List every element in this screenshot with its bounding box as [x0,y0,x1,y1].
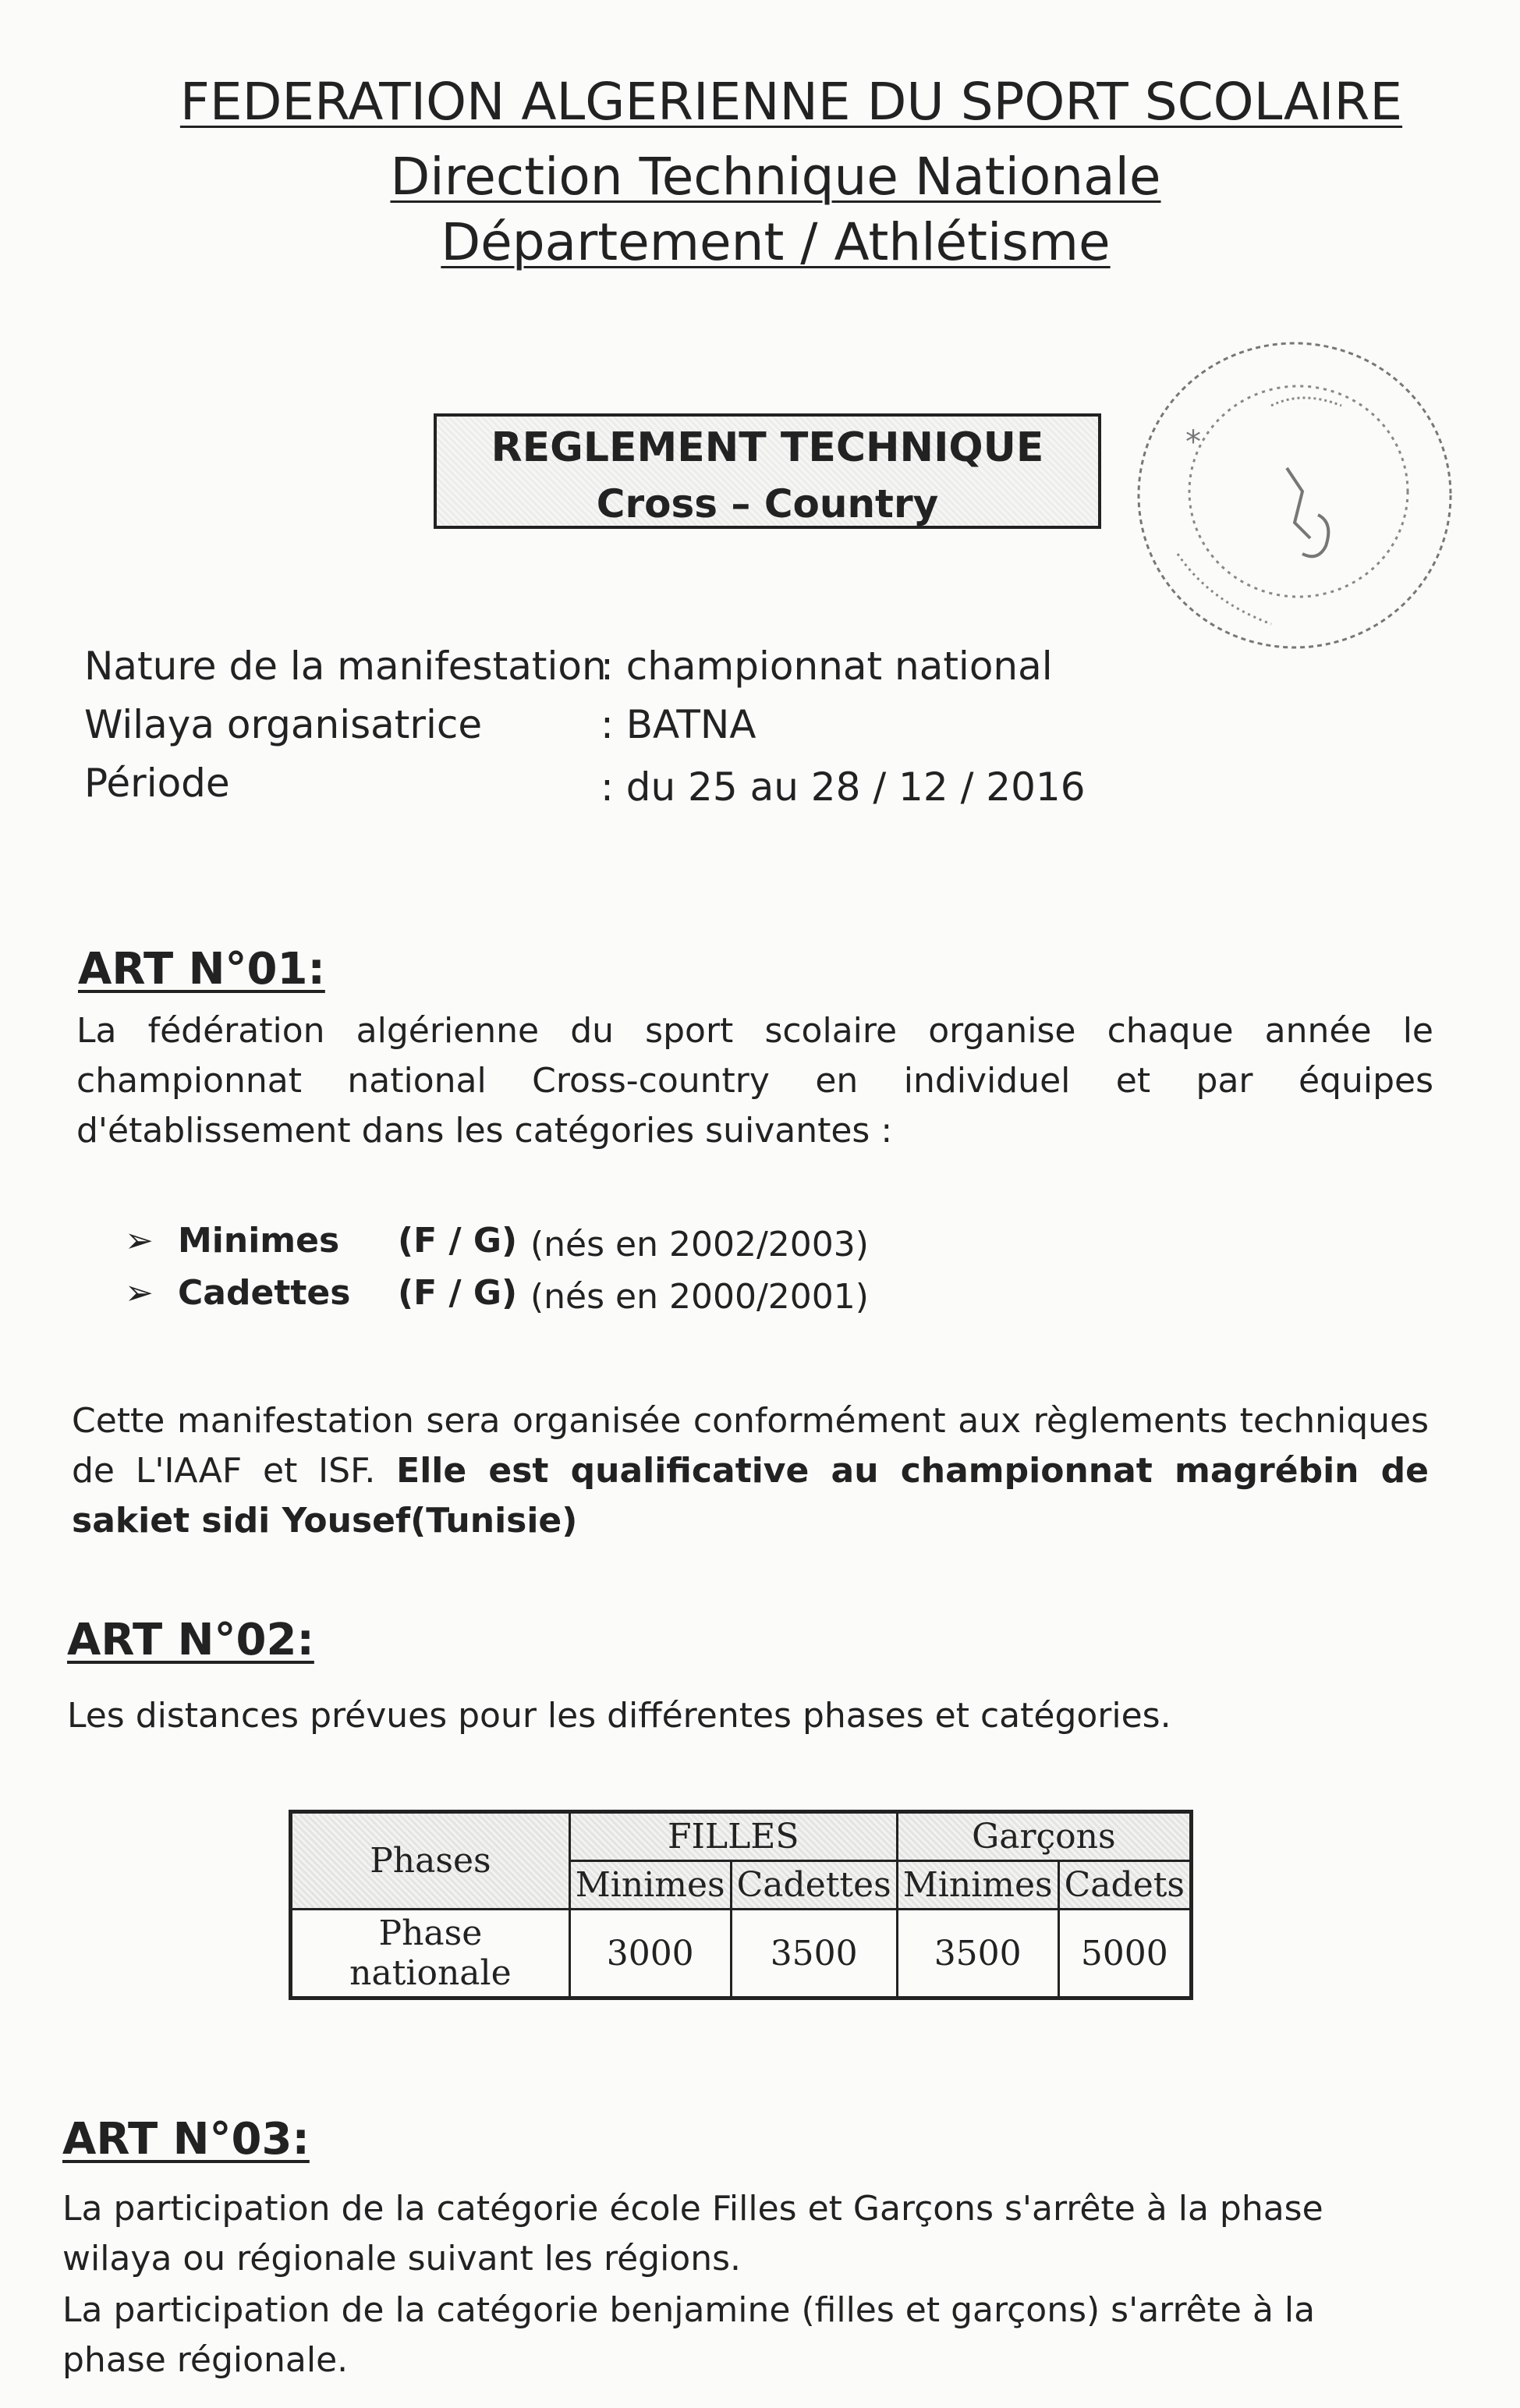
info-value-periode: : du 25 au 28 / 12 / 2016 [601,764,1086,810]
bullet-minimes-sex: (F / G) [398,1221,518,1261]
bullet-minimes-name: Minimes [178,1221,340,1261]
svg-text:*: * [1185,424,1201,460]
art3-text1: La participation de la catégorie école Filles et Garçons s'arrête à la phase wilaya ou régionale suivant les régions. [62,2189,1323,2279]
distances-table [289,1810,1193,2000]
bullet-minimes-years: (nés en 2002/2003) [530,1225,869,1264]
subheader-filles-cadettes: Cadettes [731,1861,897,1910]
info-label-nature: Nature de la manifestation [84,644,607,689]
subheader-garcons-cadets: Cadets [1058,1861,1191,1910]
art3-text2: La participation de la catégorie benjamine (filles et garçons) s'arrête à la phase régionale. [62,2290,1316,2380]
art2-text: Les distances prévues pour les différentes phases et catégories. [67,1696,1171,1736]
subheader-filles-minimes: Minimes [569,1861,731,1910]
art2-title: ART N°02: [67,1615,314,1665]
regulation-title: REGLEMENT TECHNIQUE [491,424,1044,471]
bullet-cadettes-sex: (F / G) [398,1273,518,1313]
info-value-wilaya: : BATNA [601,702,756,747]
table-cell: 3500 [731,1910,897,1998]
regulation-subtitle: Cross – Country [596,481,939,527]
table-cell: 3500 [897,1910,1058,1998]
subheader-garcons-minimes: Minimes [897,1861,1058,1910]
department-title: Département / Athlétisme [441,212,1111,272]
filles-header: FILLES [569,1812,897,1861]
info-label-wilaya: Wilaya organisatrice [84,702,483,747]
direction-title: Direction Technique Nationale [390,147,1161,207]
table-cell: 5000 [1058,1910,1191,1998]
garcons-header: Garçons [897,1812,1191,1861]
bullet-arrow-icon: ➢ [125,1221,154,1261]
art1-text2: Cette manifestation sera organisée conformément aux règlements techniques de L'IAAF et ISF. Elle est qualificative au championnat magrébin de sakiet sidi Yousef(Tunisie) [72,1401,1429,1541]
official-stamp [1131,335,1458,655]
bullet-cadettes-years: (nés en 2000/2001) [530,1277,869,1317]
art1-text: La fédération algérienne du sport scolaire organise chaque année le championnat national Cross-country en individuel et par équipes d'établissement dans les catégories suivantes : [76,1011,1433,1151]
info-value-nature: : championnat national [601,644,1053,689]
phases-header: Phases [291,1812,570,1910]
regulation-title-box [434,413,1101,529]
federation-title: FEDERATION ALGERIENNE DU SPORT SCOLAIRE [179,72,1403,132]
row-label: Phase nationale [291,1910,570,1998]
bullet-arrow-icon: ➢ [125,1273,154,1313]
art1-title: ART N°01: [78,944,325,995]
info-label-periode: Période [84,761,230,806]
table-cell: 3000 [569,1910,731,1998]
art3-title: ART N°03: [62,2114,310,2165]
bullet-cadettes-name: Cadettes [178,1273,351,1313]
table-row [291,1910,1192,1998]
